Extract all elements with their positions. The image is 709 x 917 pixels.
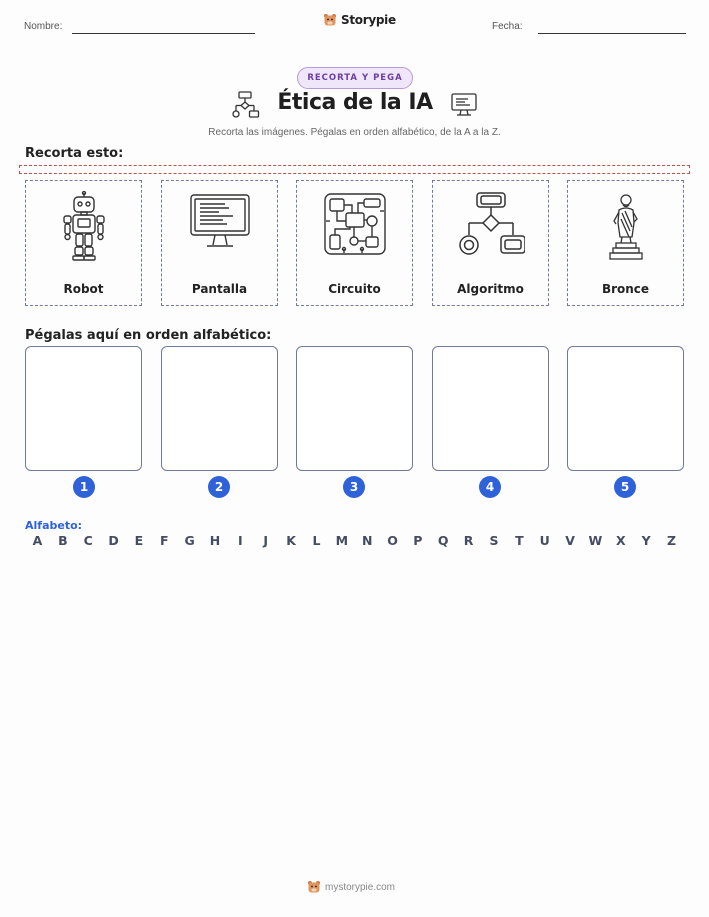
alphabet-letter: L	[312, 533, 321, 548]
statue-icon	[606, 191, 646, 261]
storypie-bear-icon	[323, 13, 337, 27]
paste-number-2: 2	[208, 476, 230, 498]
card-label-bronce: Bronce	[601, 282, 650, 296]
card-label-pantalla: Pantalla	[191, 282, 248, 296]
paste-box-3[interactable]	[296, 346, 413, 471]
alphabet-letter: Q	[437, 533, 449, 548]
monitor-icon	[189, 193, 251, 251]
date-line[interactable]	[538, 33, 686, 34]
alphabet-letter: Z	[666, 533, 677, 548]
alphabet-letter: D	[108, 533, 119, 548]
name-line[interactable]	[72, 33, 255, 34]
alphabet-letter: H	[209, 533, 221, 548]
card-label-robot: Robot	[63, 282, 104, 296]
date-label: Fecha:	[492, 21, 523, 32]
cut-card-circuito[interactable]	[296, 180, 413, 306]
cut-card-algoritmo[interactable]	[432, 180, 549, 306]
flowchart-icon	[230, 90, 260, 120]
cut-card-pantalla[interactable]	[161, 180, 278, 306]
alphabet-row	[25, 533, 684, 548]
alphabet-letter: O	[387, 533, 398, 548]
alphabet-letter: V	[565, 533, 575, 548]
alphabet-letter: W	[588, 533, 603, 548]
alphabet-letter: X	[615, 533, 626, 548]
card-label-algoritmo: Algoritmo	[457, 282, 524, 296]
alphabet-letter: M	[335, 533, 349, 548]
card-label-circuito: Circuito	[328, 282, 381, 296]
flowchart-icon	[457, 191, 525, 259]
alphabet-letter: P	[413, 533, 423, 548]
alphabet-letter: T	[515, 533, 524, 548]
name-label: Nombre:	[24, 21, 63, 32]
brand-logo	[323, 13, 396, 27]
cut-section-title: Recorta esto:	[25, 146, 124, 161]
alphabet-letter: B	[58, 533, 68, 548]
paste-section-title: Pégalas aquí en orden alfabético:	[25, 328, 272, 343]
alphabet-letter: J	[263, 533, 269, 548]
cut-card-bronce[interactable]	[567, 180, 684, 306]
alphabet-letter: R	[463, 533, 474, 548]
alphabet-letter: G	[184, 533, 195, 548]
alphabet-letter: S	[489, 533, 499, 548]
alphabet-letter: U	[539, 533, 550, 548]
paste-number-1: 1	[73, 476, 95, 498]
instructions: Recorta las imágenes. Pégalas en orden alfabético, de la A a la Z.	[208, 127, 501, 138]
paste-number-5: 5	[614, 476, 636, 498]
paste-box-1[interactable]	[25, 346, 142, 471]
paste-number-3: 3	[343, 476, 365, 498]
footer	[307, 880, 395, 894]
alphabet-letter: F	[160, 533, 169, 548]
alphabet-title: Alfabeto:	[25, 519, 83, 532]
alphabet-letter: A	[32, 533, 43, 548]
alphabet-letter: E	[134, 533, 144, 548]
cut-card-robot[interactable]	[25, 180, 142, 306]
robot-icon	[58, 191, 110, 261]
paste-box-5[interactable]	[567, 346, 684, 471]
cut-line	[19, 165, 690, 174]
monitor-icon	[450, 92, 478, 118]
circuit-icon	[322, 191, 388, 257]
alphabet-letter: C	[83, 533, 93, 548]
storypie-bear-icon	[307, 880, 321, 894]
page-title: Ética de la IA	[277, 90, 433, 115]
alphabet-letter: K	[286, 533, 296, 548]
alphabet-letter: N	[361, 533, 373, 548]
alphabet-letter: Y	[641, 533, 651, 548]
footer-url[interactable]: mystorypie.com	[325, 881, 396, 893]
paste-number-4: 4	[479, 476, 501, 498]
brand-name: Storypie	[341, 13, 396, 27]
paste-box-4[interactable]	[432, 346, 549, 471]
paste-box-2[interactable]	[161, 346, 278, 471]
activity-badge: RECORTA Y PEGA	[297, 67, 413, 89]
alphabet-letter: I	[238, 533, 243, 548]
